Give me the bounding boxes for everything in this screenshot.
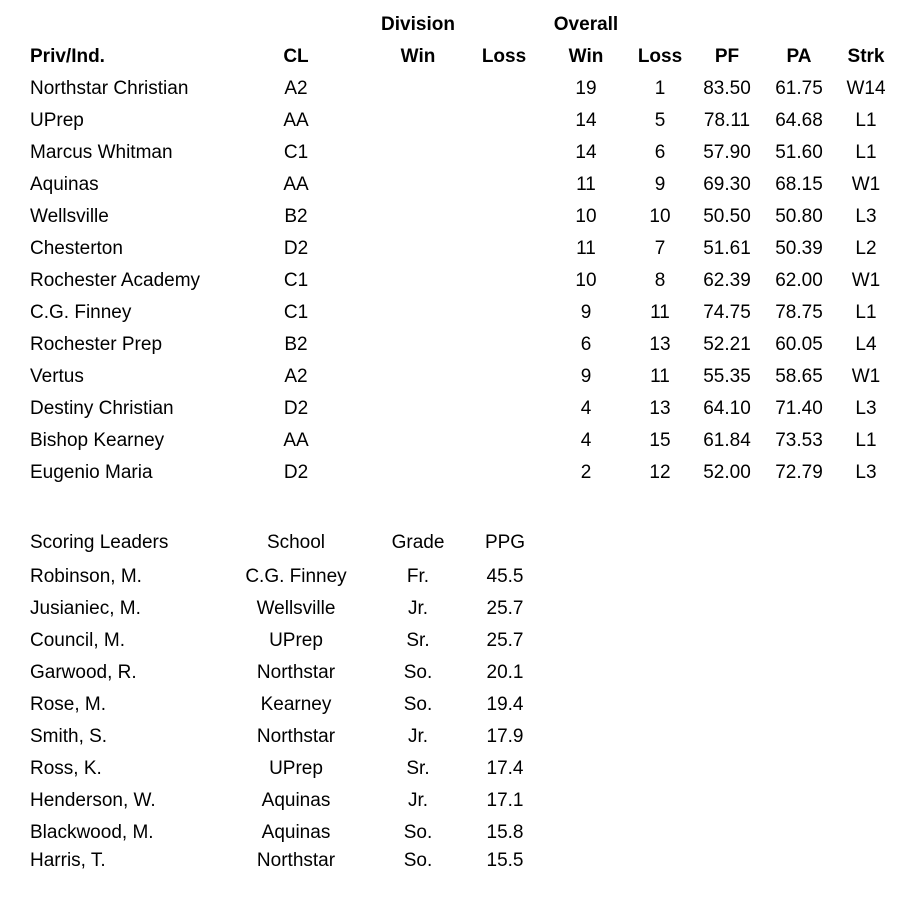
standings-cell-team: C.G. Finney	[30, 302, 132, 323]
standings-cell-loss: 10	[649, 206, 671, 227]
column-header-strk: Strk	[847, 46, 885, 67]
scoring-cell-ppg: 25.7	[486, 598, 524, 619]
standings-cell-team: Destiny Christian	[30, 398, 174, 419]
standings-cell-pa: 68.15	[775, 174, 823, 195]
scoring-cell-name: Smith, S.	[30, 726, 108, 747]
standings-cell-pf: 69.30	[703, 174, 751, 195]
standings-cell-loss: 9	[654, 174, 666, 195]
standings-cell-win: 10	[575, 206, 597, 227]
standings-cell-cl: D2	[283, 398, 309, 419]
standings-cell-team: Bishop Kearney	[30, 430, 165, 451]
scoring-cell-school: Kearney	[260, 694, 332, 715]
standings-cell-win: 9	[580, 366, 592, 387]
scoring-cell-name: Garwood, R.	[30, 662, 137, 683]
column-header-div-win: Win	[400, 46, 436, 67]
standings-cell-win: 4	[580, 430, 592, 451]
standings-cell-team: Rochester Prep	[30, 334, 163, 355]
column-header-div-loss: Loss	[481, 46, 527, 67]
standings-cell-cl: B2	[284, 206, 308, 227]
scoring-cell-grade: Fr.	[406, 566, 430, 587]
standings-cell-strk: W1	[851, 270, 881, 291]
scoring-cell-grade: Sr.	[406, 630, 430, 651]
standings-cell-win: 14	[575, 142, 597, 163]
standings-cell-strk: L2	[855, 238, 877, 259]
scoring-cell-ppg: 20.1	[486, 662, 524, 683]
standings-cell-win: 6	[580, 334, 592, 355]
scoring-cell-school: Northstar	[256, 662, 336, 683]
scoring-cell-school: UPrep	[269, 630, 323, 651]
standings-cell-pf: 62.39	[703, 270, 751, 291]
scoring-cell-school: Wellsville	[256, 598, 336, 619]
column-header-win: Win	[568, 46, 604, 67]
standings-cell-strk: W1	[851, 174, 881, 195]
standings-cell-strk: L1	[855, 430, 877, 451]
standings-cell-pa: 60.05	[775, 334, 823, 355]
standings-cell-pa: 64.68	[775, 110, 823, 131]
standings-cell-cl: D2	[283, 238, 309, 259]
standings-cell-win: 11	[576, 174, 596, 195]
standings-cell-team: Marcus Whitman	[30, 142, 173, 163]
scoring-cell-ppg: 17.4	[486, 758, 524, 779]
standings-cell-pa: 50.80	[775, 206, 823, 227]
standings-cell-loss: 7	[654, 238, 666, 259]
standings-cell-loss: 8	[654, 270, 666, 291]
standings-cell-win: 10	[575, 270, 597, 291]
standings-cell-pf: 61.84	[703, 430, 751, 451]
standings-cell-cl: B2	[284, 334, 308, 355]
standings-cell-loss: 15	[649, 430, 671, 451]
standings-cell-loss: 5	[654, 110, 666, 131]
standings-cell-team: Northstar Christian	[30, 78, 189, 99]
column-header-cl: CL	[283, 46, 309, 67]
scoring-cell-name: Blackwood, M.	[30, 822, 154, 843]
scoring-cell-ppg: 45.5	[486, 566, 524, 587]
scoring-cell-ppg: 17.9	[486, 726, 524, 747]
standings-cell-loss: 12	[649, 462, 671, 483]
standings-cell-pa: 73.53	[775, 430, 823, 451]
scoring-cell-name: Robinson, M.	[30, 566, 142, 587]
standings-cell-loss: 13	[649, 334, 671, 355]
standings-cell-strk: L1	[855, 302, 877, 323]
standings-cell-team: Wellsville	[30, 206, 109, 227]
scoring-cell-ppg: 19.4	[486, 694, 524, 715]
standings-cell-cl: A2	[284, 78, 308, 99]
column-header-pa: PA	[786, 46, 812, 67]
scoring-cell-grade: So.	[403, 822, 433, 843]
standings-cell-pf: 64.10	[703, 398, 751, 419]
column-header-team: Priv/Ind.	[30, 46, 105, 67]
standings-cell-pf: 52.00	[703, 462, 751, 483]
standings-cell-team: Eugenio Maria	[30, 462, 153, 483]
standings-cell-strk: L1	[855, 142, 877, 163]
scoring-cell-ppg: 25.7	[486, 630, 524, 651]
scoring-header-ppg: PPG	[484, 532, 526, 553]
scoring-cell-name: Henderson, W.	[30, 790, 156, 811]
standings-cell-loss: 1	[654, 78, 666, 99]
standings-cell-pa: 62.00	[775, 270, 823, 291]
standings-cell-strk: L3	[855, 398, 877, 419]
standings-cell-pa: 58.65	[775, 366, 823, 387]
standings-cell-pf: 78.11	[703, 110, 751, 131]
scoring-cell-school: Aquinas	[261, 790, 331, 811]
standings-cell-team: Aquinas	[30, 174, 99, 195]
scoring-cell-grade: Jr.	[407, 598, 429, 619]
standings-cell-loss: 11	[650, 366, 670, 387]
scoring-cell-grade: So.	[403, 662, 433, 683]
standings-cell-pf: 83.50	[703, 78, 751, 99]
standings-cell-win: 4	[580, 398, 592, 419]
overall-group-header: Overall	[553, 14, 619, 35]
standings-cell-cl: AA	[283, 174, 309, 195]
standings-cell-cl: C1	[283, 302, 309, 323]
scoring-header-school: School	[266, 532, 326, 553]
scoring-cell-grade: Jr.	[407, 726, 429, 747]
standings-cell-strk: L3	[855, 462, 877, 483]
scoring-cell-school: Northstar	[256, 726, 336, 747]
scoring-header-name: Scoring Leaders	[30, 532, 169, 553]
standings-cell-pf: 57.90	[703, 142, 751, 163]
standings-cell-cl: D2	[283, 462, 309, 483]
standings-cell-team: Chesterton	[30, 238, 123, 259]
standings-cell-strk: W14	[846, 78, 886, 99]
standings-cell-pf: 52.21	[703, 334, 751, 355]
scoring-cell-school: UPrep	[269, 758, 323, 779]
scoring-cell-grade: Sr.	[406, 758, 430, 779]
column-header-pf: PF	[714, 46, 740, 67]
standings-cell-strk: L4	[855, 334, 877, 355]
standings-cell-cl: C1	[283, 142, 309, 163]
standings-cell-win: 11	[576, 238, 596, 259]
scoring-cell-school: Aquinas	[261, 822, 331, 843]
scoring-cell-ppg: 15.5	[486, 850, 524, 871]
standings-cell-loss: 6	[654, 142, 666, 163]
scoring-cell-ppg: 15.8	[486, 822, 524, 843]
column-header-loss: Loss	[637, 46, 683, 67]
standings-cell-cl: AA	[283, 110, 309, 131]
standings-cell-win: 19	[575, 78, 597, 99]
scoring-cell-school: Northstar	[256, 850, 336, 871]
standings-cell-loss: 11	[650, 302, 670, 323]
standings-cell-pa: 50.39	[775, 238, 823, 259]
scoring-cell-ppg: 17.1	[486, 790, 524, 811]
standings-cell-team: UPrep	[30, 110, 84, 131]
standings-cell-pa: 78.75	[775, 302, 823, 323]
standings-cell-team: Vertus	[30, 366, 84, 387]
standings-cell-loss: 13	[649, 398, 671, 419]
standings-cell-pf: 50.50	[703, 206, 751, 227]
standings-cell-pa: 51.60	[775, 142, 823, 163]
standings-cell-pa: 71.40	[775, 398, 823, 419]
standings-cell-strk: L3	[855, 206, 877, 227]
scoring-cell-name: Rose, M.	[30, 694, 107, 715]
division-group-header: Division	[381, 14, 455, 35]
standings-cell-strk: W1	[851, 366, 881, 387]
scoring-cell-name: Jusianiec, M.	[30, 598, 141, 619]
standings-cell-pa: 61.75	[775, 78, 823, 99]
standings-cell-win: 9	[580, 302, 592, 323]
standings-cell-strk: L1	[855, 110, 877, 131]
standings-cell-pa: 72.79	[775, 462, 823, 483]
scoring-cell-name: Council, M.	[30, 630, 126, 651]
scoring-cell-grade: So.	[403, 694, 433, 715]
scoring-cell-name: Ross, K.	[30, 758, 102, 779]
standings-cell-cl: A2	[284, 366, 308, 387]
standings-cell-cl: C1	[283, 270, 309, 291]
scoring-cell-grade: Jr.	[407, 790, 429, 811]
scoring-header-grade: Grade	[391, 532, 445, 553]
standings-cell-pf: 55.35	[703, 366, 751, 387]
standings-cell-win: 2	[580, 462, 592, 483]
scoring-cell-school: C.G. Finney	[245, 566, 347, 587]
standings-cell-win: 14	[575, 110, 597, 131]
standings-cell-pf: 51.61	[703, 238, 751, 259]
scoring-cell-grade: So.	[403, 850, 433, 871]
standings-cell-cl: AA	[283, 430, 309, 451]
standings-cell-pf: 74.75	[703, 302, 751, 323]
scoring-cell-name: Harris, T.	[30, 850, 106, 871]
standings-cell-team: Rochester Academy	[30, 270, 201, 291]
